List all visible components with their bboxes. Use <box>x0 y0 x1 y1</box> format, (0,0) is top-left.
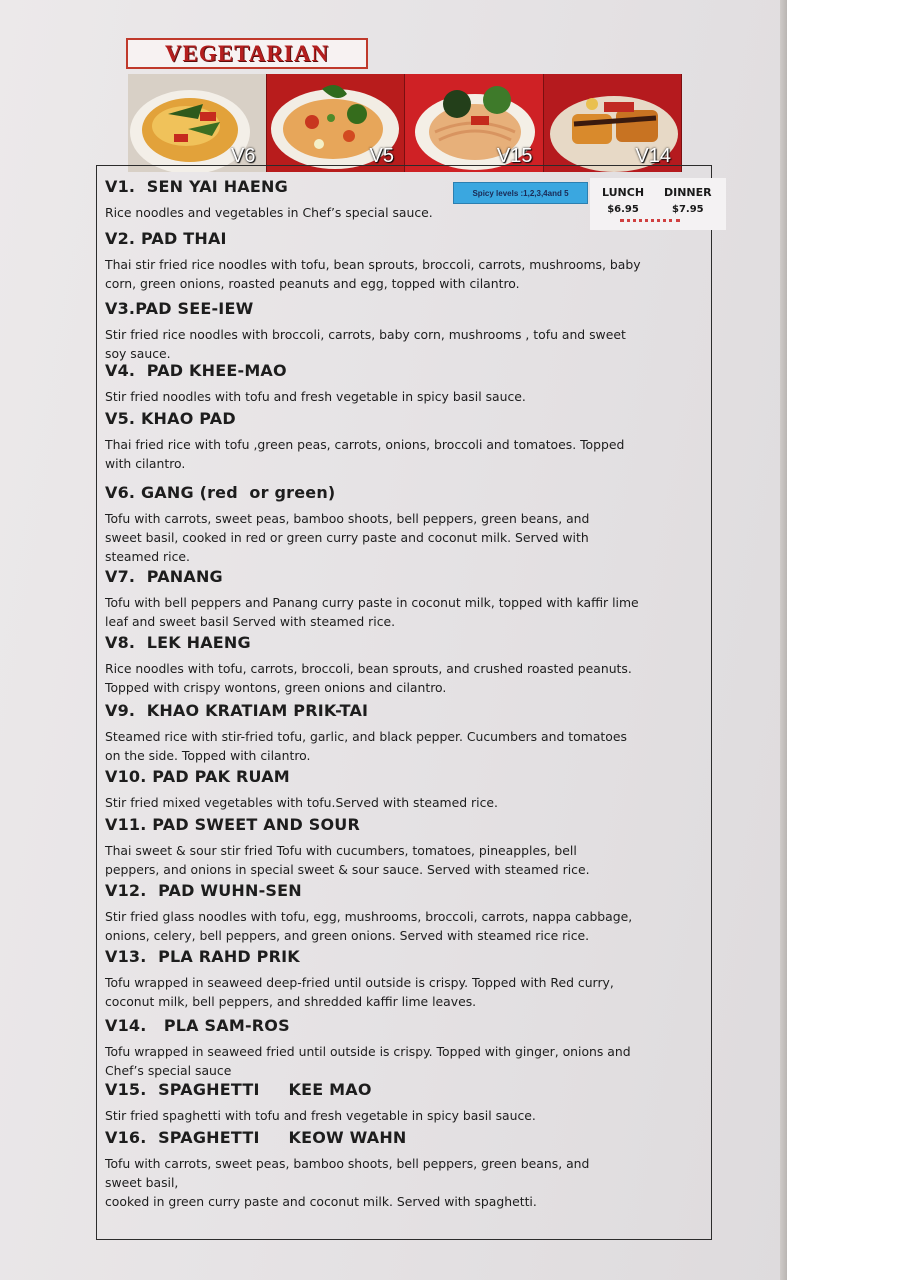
menu-item <box>105 482 703 566</box>
menu-item-name: V9. KHAO KRATIAM PRIK-TAI <box>105 701 369 720</box>
description-line: Rice noodles and vegetables in Chef’s special sauce. <box>105 205 433 220</box>
menu-item <box>105 766 703 814</box>
lunch-price: $6.95 <box>607 204 639 215</box>
menu-item <box>105 566 703 632</box>
menu-item-list <box>105 176 703 1213</box>
photo-label-v5: V5 <box>369 145 394 167</box>
menu-item-name: V2. PAD THAI <box>105 229 227 248</box>
menu-item-name: V16. SPAGHETTI KEOW WAHN <box>105 1128 407 1147</box>
page-edge <box>780 0 787 1280</box>
spaghetti-photo <box>405 74 544 172</box>
menu-item-name: V4. PAD KHEE-MAO <box>105 361 287 380</box>
description-line: Stir fried spaghetti with tofu and fresh vegetable in spicy basil sauce. <box>105 1108 536 1123</box>
price-card <box>590 178 726 230</box>
photo-label-v14: V14 <box>635 145 671 167</box>
menu-item-name: V12. PAD WUHN-SEN <box>105 881 302 900</box>
description-line: Thai sweet & sour stir fried Tofu with cucumbers, tomatoes, pineapples, bell <box>105 843 577 858</box>
menu-item-name: V3.PAD SEE-IEW <box>105 299 254 318</box>
menu-item-description <box>105 841 703 879</box>
food-photo-strip <box>128 74 682 172</box>
menu-item-name: V10. PAD PAK RUAM <box>105 767 290 786</box>
menu-item-description <box>105 973 703 1011</box>
menu-item-name: V15. SPAGHETTI KEE MAO <box>105 1080 372 1099</box>
description-line: peppers, and onions in special sweet & sour sauce. Served with steamed rice. <box>105 862 590 877</box>
menu-item-name: V1. SEN YAI HAENG <box>105 177 288 196</box>
menu-item-description <box>105 325 703 363</box>
description-line: Tofu with carrots, sweet peas, bamboo shoots, bell peppers, green beans, and <box>105 511 590 526</box>
description-line: onions, celery, bell peppers, and green onions. Served with steamed rice rice. <box>105 928 590 943</box>
menu-item-description <box>105 1042 703 1080</box>
menu-item-description <box>105 1106 703 1125</box>
menu-item-description <box>105 387 703 406</box>
description-line: soy sauce. <box>105 346 171 361</box>
menu-item <box>105 298 703 360</box>
description-line: Thai stir fried rice noodles with tofu, bean sprouts, broccoli, carrots, mushrooms, baby <box>105 257 641 272</box>
menu-item-description <box>105 907 703 945</box>
menu-item <box>105 1079 703 1127</box>
menu-item-name: V5. KHAO PAD <box>105 409 236 428</box>
description-line: sweet basil, cooked in red or green curry paste and coconut milk. Served with <box>105 530 589 545</box>
section-title-box <box>126 38 368 69</box>
menu-item-name: V7. PANANG <box>105 567 223 586</box>
description-line: Stir fried noodles with tofu and fresh vegetable in spicy basil sauce. <box>105 389 526 404</box>
description-line: Stir fried rice noodles with broccoli, carrots, baby corn, mushrooms , tofu and sweet <box>105 327 626 342</box>
price-card-tear-mark <box>620 219 680 228</box>
description-line: steamed rice. <box>105 549 190 564</box>
description-line: coconut milk, bell peppers, and shredded kaffir lime leaves. <box>105 994 477 1009</box>
menu-item-name: V11. PAD SWEET AND SOUR <box>105 815 360 834</box>
spicy-levels-text: Spicy levels :1,2,3,4and 5 <box>472 188 569 198</box>
seaweed-tofu-photo <box>544 74 683 172</box>
description-line: Tofu with bell peppers and Panang curry paste in coconut milk, topped with kaffir lime <box>105 595 639 610</box>
fried-rice-photo <box>267 74 406 172</box>
description-line: Chef’s special sauce <box>105 1063 232 1078</box>
dinner-label: DINNER <box>664 186 712 199</box>
description-line: Rice noodles with tofu, carrots, broccoli, bean sprouts, and crushed roasted peanuts. <box>105 661 632 676</box>
description-line: Tofu wrapped in seaweed fried until outside is crispy. Topped with ginger, onions and <box>105 1044 631 1059</box>
lunch-label: LUNCH <box>602 186 645 199</box>
dinner-price-column <box>664 184 712 218</box>
menu-item-description <box>105 793 703 812</box>
description-line: corn, green onions, roasted peanuts and egg, topped with cilantro. <box>105 276 520 291</box>
description-line: on the side. Topped with cilantro. <box>105 748 311 763</box>
spicy-levels-note <box>453 182 588 204</box>
description-line: Tofu wrapped in seaweed deep-fried until outside is crispy. Topped with Red curry, <box>105 975 614 990</box>
menu-item-description <box>105 435 703 473</box>
menu-item <box>105 408 703 482</box>
description-line: sweet basil, <box>105 1175 179 1190</box>
menu-item <box>105 1015 703 1079</box>
photo-label-v6: V6 <box>231 145 256 167</box>
description-line: Tofu with carrots, sweet peas, bamboo shoots, bell peppers, green beans, and <box>105 1156 590 1171</box>
photo-label-v15: V15 <box>496 145 533 167</box>
menu-item-description <box>105 1154 703 1211</box>
menu-item <box>105 360 703 408</box>
menu-item <box>105 228 703 298</box>
description-line: Thai fried rice with tofu ,green peas, carrots, onions, broccoli and tomatoes. Topped <box>105 437 625 452</box>
menu-item <box>105 946 703 1015</box>
menu-item <box>105 880 703 946</box>
section-title: VEGETARIAN <box>164 40 330 66</box>
menu-item-name: V14. PLA SAM-ROS <box>105 1016 290 1035</box>
menu-item-name: V8. LEK HAENG <box>105 633 251 652</box>
menu-item-description <box>105 659 703 697</box>
menu-item-name: V6. GANG (red or green) <box>105 483 336 502</box>
menu-item-name: V13. PLA RAHD PRIK <box>105 947 300 966</box>
menu-item <box>105 700 703 766</box>
menu-item-description <box>105 593 703 631</box>
lunch-price-column <box>602 184 644 218</box>
menu-item-description <box>105 255 703 293</box>
menu-item <box>105 1127 703 1213</box>
description-line: cooked in green curry paste and coconut milk. Served with spaghetti. <box>105 1194 537 1209</box>
description-line: Topped with crispy wontons, green onions and cilantro. <box>105 680 447 695</box>
dinner-price: $7.95 <box>671 204 704 215</box>
menu-item <box>105 632 703 700</box>
description-line: Stir fried glass noodles with tofu, egg, mushrooms, broccoli, carrots, nappa cabbage, <box>105 909 633 924</box>
description-line: Steamed rice with stir-fried tofu, garlic, and black pepper. Cucumbers and tomatoes <box>105 729 627 744</box>
description-line: Stir fried mixed vegetables with tofu.Served with steamed rice. <box>105 795 498 810</box>
curry-dish-photo <box>128 74 267 172</box>
menu-item-description <box>105 727 703 765</box>
menu-item-description <box>105 509 703 566</box>
description-line: with cilantro. <box>105 456 186 471</box>
menu-item <box>105 814 703 880</box>
description-line: leaf and sweet basil Served with steamed rice. <box>105 614 396 629</box>
